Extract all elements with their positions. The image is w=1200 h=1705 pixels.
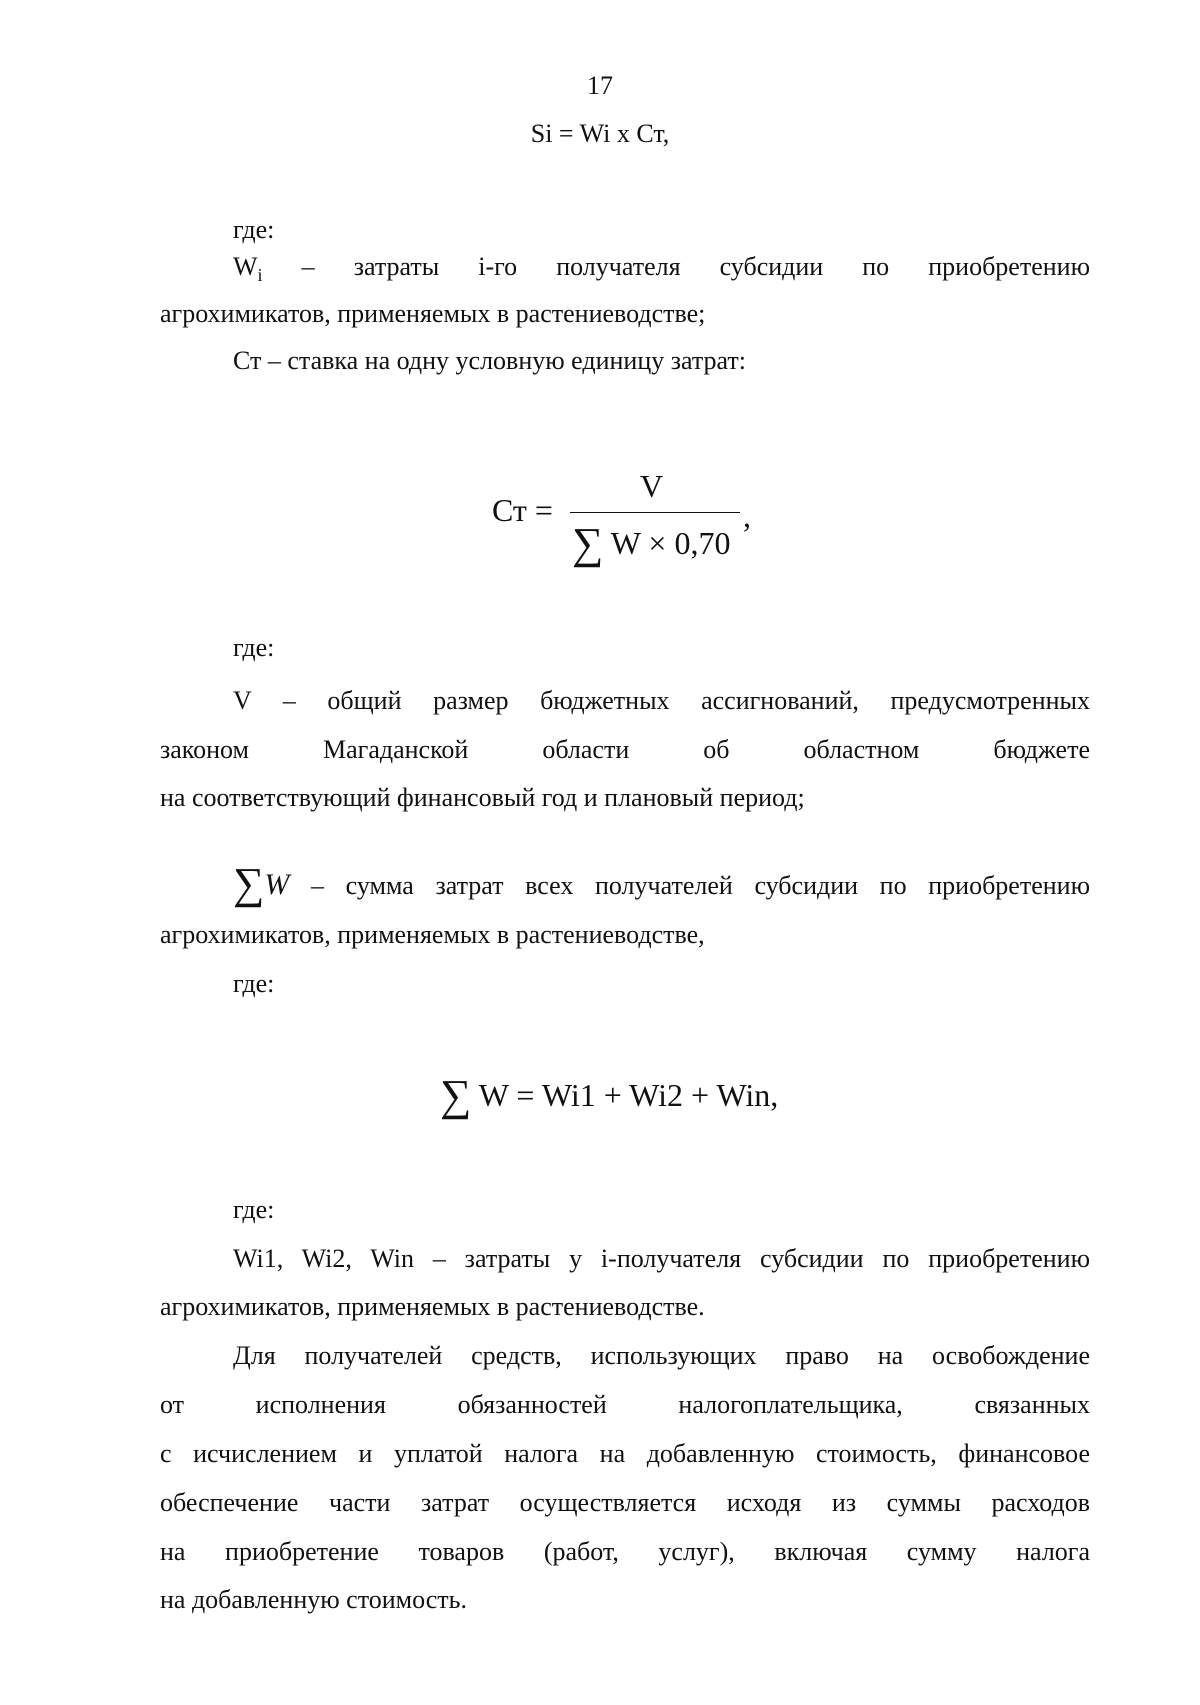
sigma-icon: ∑ [440,1071,472,1120]
formula-sumw: ∑ W = Wi1 + Wi2 + Win, [440,1071,779,1120]
win-definition-line-2: агрохимикатов, применяемых в растениеводстве. [160,1292,705,1321]
formula-ct-denominator: ∑ W × 0,70 [572,519,731,568]
sumw-definition-line-1: ∑W – сумма затрат всех получателей субсидии по приобретению [233,859,1090,908]
wi-definition-line-1: $W_i$ – затраты i-го получателя субсидии по приобретению [233,252,1090,285]
v-definition-line-3: на соответствующий финансовый год и плановый период; [160,783,805,812]
paragraph-line-2: от исполнения обязанностей налогоплательщика, связанных [160,1390,1090,1419]
where-label-1: где: [233,215,275,244]
formula-ct-lhs: Ст = [492,492,553,528]
where-label-4: где: [233,1195,275,1224]
wi-definition-line-2: агрохимикатов, применяемых в растениеводстве; [160,299,706,328]
where-label-2: где: [233,633,275,662]
ct-definition: Ст – ставка на одну условную единицу затрат: [233,346,747,375]
formula-ct-numerator: V [640,468,664,504]
sigma-icon: ∑ [572,519,604,568]
paragraph-line-4: обеспечение части затрат осуществляется исходя из суммы расходов [160,1488,1090,1517]
paragraph-line-6: на добавленную стоимость. [160,1585,467,1614]
paragraph-line-3: с исчислением и уплатой налога на добавленную стоимость, финансовое [160,1439,1090,1468]
wi-symbol: $W_i$ [233,252,263,285]
paragraph-line-5: на приобретение товаров (работ, услуг), включая сумму налога [160,1537,1090,1566]
v-definition-line-2: законом Магаданской области об областном бюджете [160,735,1090,764]
sumw-symbol: ∑W [233,859,290,908]
sumw-definition-line-2: агрохимикатов, применяемых в растениеводстве, [160,920,705,949]
formula-si: Si = Wi x Ст, [530,119,670,148]
fraction-bar [570,512,740,513]
page-number: 17 [587,71,613,100]
sigma-icon: ∑ [233,859,265,908]
win-definition-line-1: Wi1, Wi2, Win – затраты у i-получателя субсидии по приобретению [233,1244,1090,1273]
paragraph-line-1: Для получателей средств, использующих право на освобождение [233,1341,1090,1370]
where-label-3: где: [233,969,275,998]
formula-ct-trailing: , [743,498,751,534]
v-definition-line-1: V – общий размер бюджетных ассигнований, предусмотренных [233,686,1090,715]
